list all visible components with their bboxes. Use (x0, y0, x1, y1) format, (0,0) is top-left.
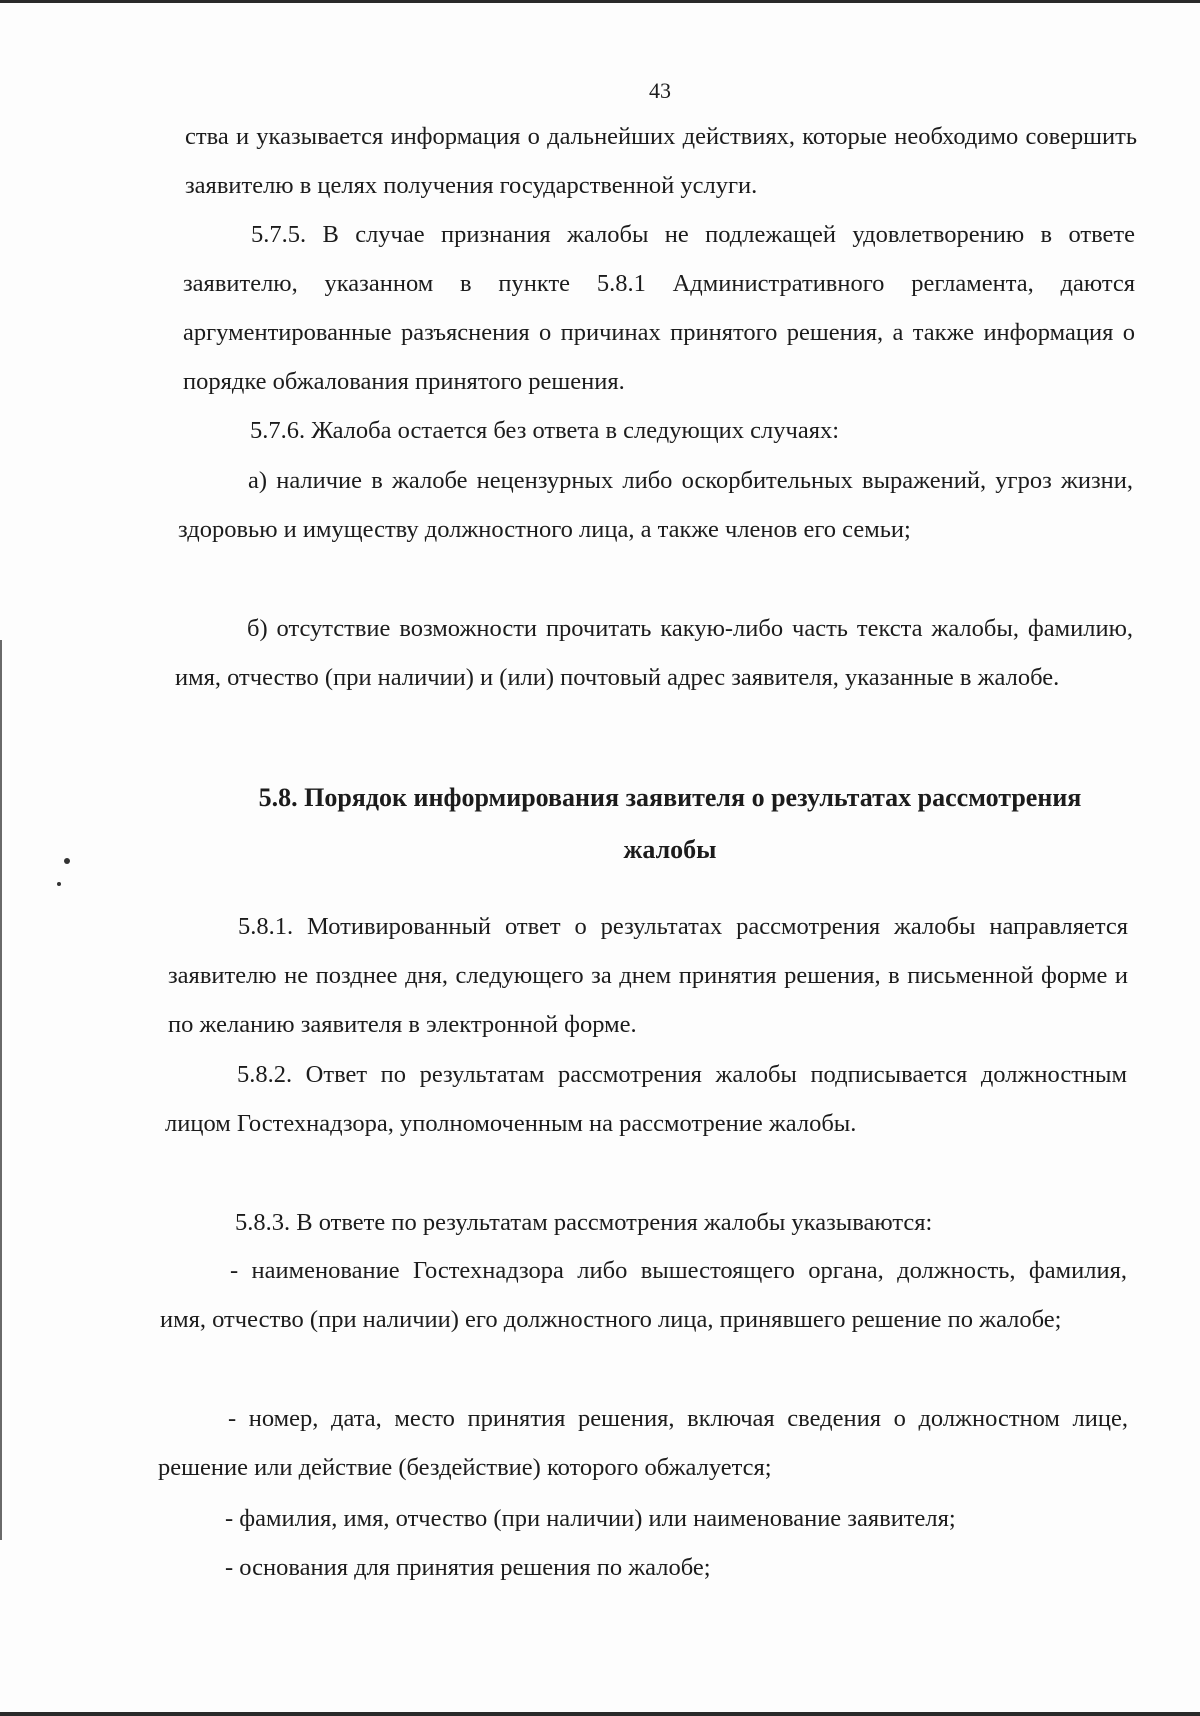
list-item-b: б) отсутствие возможности прочитать какую-либо часть текста жалобы, фамилию, имя, отчество (при наличии) и (или) почтовый адрес заявителя, указанные в жалобе. (175, 615, 1133, 691)
paragraph-continuation: ства и указывается информация о дальнейших действиях, которые необходимо совершить заявителю в целях получения государственной услуги. (185, 123, 1137, 199)
list-item-a: а) наличие в жалобе нецензурных либо оскорбительных выражений, угроз жизни, здоровью и имуществу должностного лица, а также членов его семьи; (178, 467, 1133, 543)
paragraph-5-7-5: 5.7.5. В случае признания жалобы не подлежащей удовлетворению в ответе заявителю, указанном в пункте 5.8.1 Административного регламента, даются аргументированные разъяснения о причинах принятого решения, а также информация о порядке обжалования принятого решения. (183, 221, 1135, 395)
scan-speck (64, 858, 70, 864)
list-item-dash: - фамилия, имя, отчество (при наличии) или наименование заявителя; (225, 1505, 956, 1532)
list-item-dash: - основания для принятия решения по жалобе; (225, 1554, 711, 1581)
scan-speck (57, 882, 61, 886)
scan-edge-top (0, 0, 1200, 3)
page-number: 43 (649, 78, 671, 103)
paragraph-5-8-1: 5.8.1. Мотивированный ответ о результатах рассмотрения жалобы направляется заявителю не позднее дня, следующего за днем принятия решения, в письменной форме и по желанию заявителя в электронной форме. (168, 913, 1128, 1038)
section-heading-5-8: 5.8. Порядок информирования заявителя о результатах рассмотрения жалобы (258, 783, 1082, 864)
scan-edge-left (0, 640, 2, 1540)
list-item-dash: - номер, дата, место принятия решения, включая сведения о должностном лице, решение или действие (бездействие) которого обжалуется; (158, 1405, 1128, 1481)
scan-edge-bottom (0, 1712, 1200, 1716)
paragraph-5-8-2: 5.8.2. Ответ по результатам рассмотрения жалобы подписывается должностным лицом Гостехнадзора, уполномоченным на рассмотрение жалобы. (165, 1061, 1127, 1137)
paragraph-5-7-6: 5.7.6. Жалоба остается без ответа в следующих случаях: (250, 417, 840, 444)
list-item-dash: - наименование Гостехнадзора либо вышестоящего органа, должность, фамилия, имя, отчество (при наличии) его должностного лица, принявшего решение по жалобе; (160, 1257, 1127, 1333)
paragraph-5-8-3: 5.8.3. В ответе по результатам рассмотрения жалобы указываются: (235, 1209, 933, 1236)
